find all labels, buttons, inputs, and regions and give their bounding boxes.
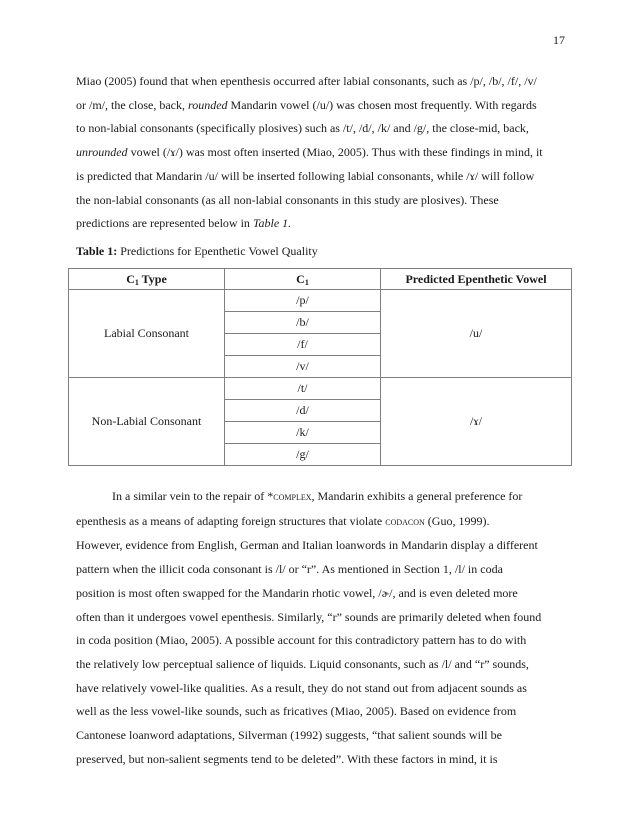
cell-consonant: /p/ <box>225 290 381 312</box>
header-c1: $C_1$ <box>225 269 381 290</box>
text-line: Cantonese loanword adaptations, Silverman (1992) suggests, “that salient sounds will be <box>76 728 502 743</box>
constraint-name: codacon <box>385 515 425 528</box>
header-c1-type: $C_1$ Type <box>69 269 225 290</box>
italic-term: unrounded <box>76 145 128 160</box>
text-run: , Mandarin exhibits a general preference for <box>311 489 523 503</box>
text-line: have relatively vowel-like qualities. As a result, they do not stand out from adjacent sounds as <box>76 680 527 695</box>
text-run: vowel (/ɤ/) was most often inserted (Miao, 2005). Thus with these findings in mind, it <box>127 145 543 160</box>
table-caption-text: Predictions for Epenthetic Vowel Quality <box>117 244 318 258</box>
table-reference: Table 1. <box>252 216 292 231</box>
text-line: to non-labial consonants (specifically plosives) such as /t/, /d/, /k/ and /g/, the close-mid, back, <box>76 121 529 136</box>
italic-term: rounded <box>187 97 228 112</box>
cell-predicted-vowel: /ɤ/ <box>381 378 572 466</box>
paragraph-liquids <box>76 485 562 771</box>
text-line: Miao (2005) found that when epenthesis occurred after labial consonants, such as /p/, /b/, /f/, /v/ <box>76 74 537 88</box>
constraint-name: complex <box>273 491 312 503</box>
text-line: pattern when the illicit coda consonant is /l/ or “r”. As mentioned in Section 1, /l/ in coda <box>76 562 503 577</box>
text-line: position is most often swapped for the Mandarin rhotic vowel, /ɚ/, and is even deleted more <box>76 585 518 600</box>
text-line <box>76 141 562 165</box>
table-header-row <box>69 269 572 290</box>
text-line: often than it undergoes vowel epenthesis. Similarly, “r” sounds are primarily deleted when found <box>76 609 542 624</box>
text-line: the relatively low perceptual salience of liquids. Liquid consonants, such as /l/ and “r” sounds, <box>76 656 529 671</box>
text-run: (Guo, 1999). <box>424 513 490 528</box>
cell-consonant: /d/ <box>225 400 381 422</box>
cell-consonant: /b/ <box>225 312 381 334</box>
table-row <box>69 378 572 400</box>
cell-consonant: /v/ <box>225 356 381 378</box>
text-line: the non-labial consonants (as all non-labial consonants in this study are plosives). These <box>76 192 499 207</box>
text-line: preserved, but non-salient segments tend to be deleted”. With these factors in mind, it is <box>76 751 498 766</box>
text-run: epenthesis as a means of adapting foreign structures that violate <box>76 513 386 528</box>
text-line: However, evidence from English, German and Italian loanwords in Mandarin display a different <box>76 538 538 553</box>
header-predicted-vowel: Predicted Epenthetic Vowel <box>381 269 572 290</box>
page-number: 17 <box>553 33 565 47</box>
text-line <box>76 510 562 535</box>
text-run: predictions are represented below in <box>76 216 253 231</box>
cell-consonant-type: Labial Consonant <box>69 290 225 378</box>
text-line: well as the less vowel-like sounds, such as fricatives (Miao, 2005). Based on evidence from <box>76 704 517 719</box>
table-caption <box>76 244 318 259</box>
text-run: Mandarin vowel (/u/) was chosen most frequently. With regards <box>227 97 537 112</box>
table-row <box>69 290 572 312</box>
cell-consonant: /t/ <box>225 378 381 400</box>
table-caption-label: Table 1: <box>76 244 118 258</box>
cell-consonant: /g/ <box>225 444 381 466</box>
cell-predicted-vowel: /u/ <box>381 290 572 378</box>
text-line <box>76 94 562 118</box>
cell-consonant: /f/ <box>225 334 381 356</box>
text-line: is predicted that Mandarin /u/ will be inserted following labial consonants, while /ɤ/ will follow <box>76 168 535 183</box>
cell-consonant: /k/ <box>225 422 381 444</box>
text-line: in coda position (Miao, 2005). A possible account for this contradictory pattern has to do with <box>76 633 527 648</box>
text-line <box>76 212 562 236</box>
text-run: In a similar vein to the repair of * <box>112 489 274 503</box>
paragraph-epenthesis-findings <box>76 70 562 236</box>
text-line <box>76 485 562 510</box>
text-run: or /m/, the close, back, <box>76 97 188 112</box>
predictions-table <box>68 268 572 466</box>
cell-consonant-type: Non-Labial Consonant <box>69 378 225 466</box>
